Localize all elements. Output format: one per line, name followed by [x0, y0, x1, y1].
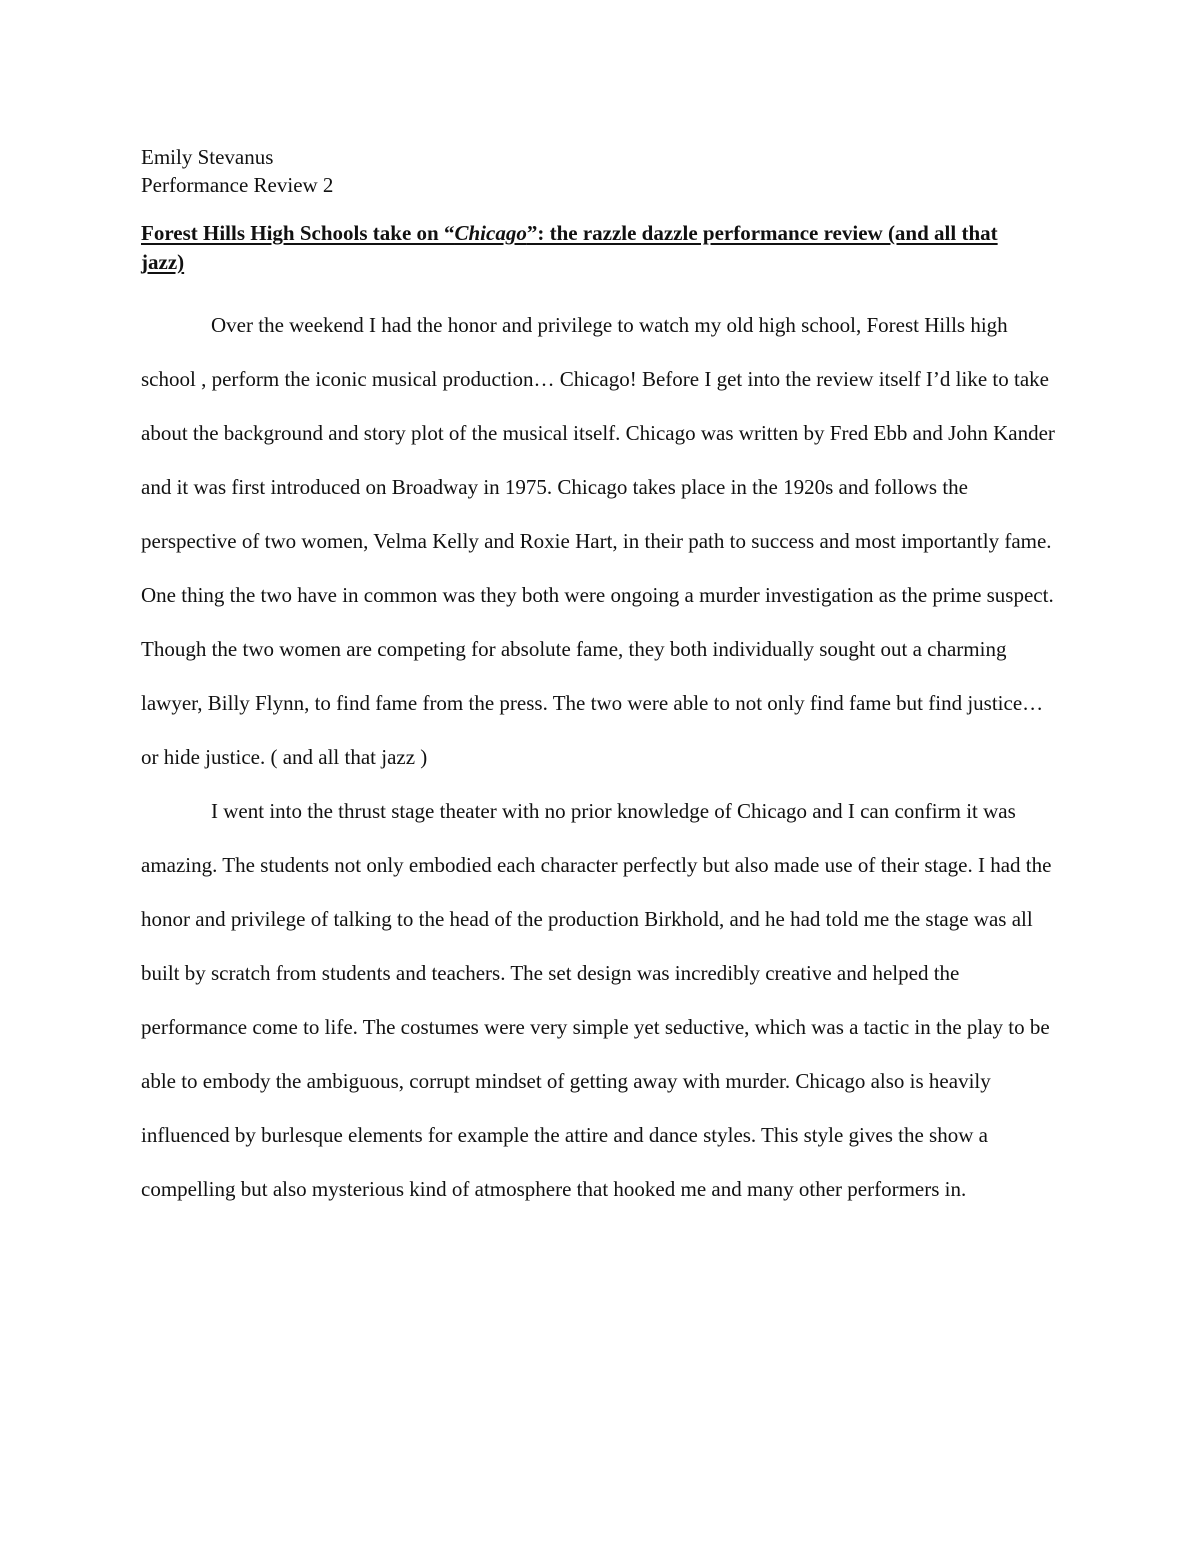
author-name: Emily Stevanus	[141, 145, 274, 169]
review-title	[141, 219, 1041, 277]
review-title-prefix: Forest Hills High Schools take on “	[141, 221, 455, 245]
assignment-label: Performance Review 2	[141, 173, 334, 197]
document-content	[141, 143, 1061, 1216]
review-body	[141, 298, 1061, 1216]
paragraph: Over the weekend I had the honor and privilege to watch my old high school, Forest Hills high school , perform the iconic musical production… Chicago! Before I get into the review itself I’d like to take about the background and story plot of the musical itself. Chicago was written by Fred Ebb and John Kander and it was first introduced on Broadway in 1975. Chicago takes place in the 1920s and follows the perspective of two women, Velma Kelly and Roxie Hart, in their path to success and most importantly fame. One thing the two have in common was they both were ongoing a murder investigation as the prime suspect. Though the two women are competing for absolute fame, they both individually sought out a charming lawyer, Billy Flynn, to find fame from the press. The two were able to not only find fame but find justice… or hide justice. ( and all that jazz )	[141, 313, 1055, 769]
review-title-italic: Chicago	[454, 221, 527, 245]
paragraph: I went into the thrust stage theater with no prior knowledge of Chicago and I can confirm it was amazing. The students not only embodied each character perfectly but also made use of their stage. I had the honor and privilege of talking to the head of the production Birkhold, and he had told me the stage was all built by scratch from students and teachers. The set design was incredibly creative and helped the performance come to life. The costumes were very simple yet seductive, which was a tactic in the play to be able to embody the ambiguous, corrupt mindset of getting away with murder. Chicago also is heavily influenced by burlesque elements for example the attire and dance styles. This style gives the show a compelling but also mysterious kind of atmosphere that hooked me and many other performers in.	[141, 799, 1052, 1201]
review-title-suffix: ”: the razzle dazzle performance review (and all that jazz)	[141, 221, 998, 274]
